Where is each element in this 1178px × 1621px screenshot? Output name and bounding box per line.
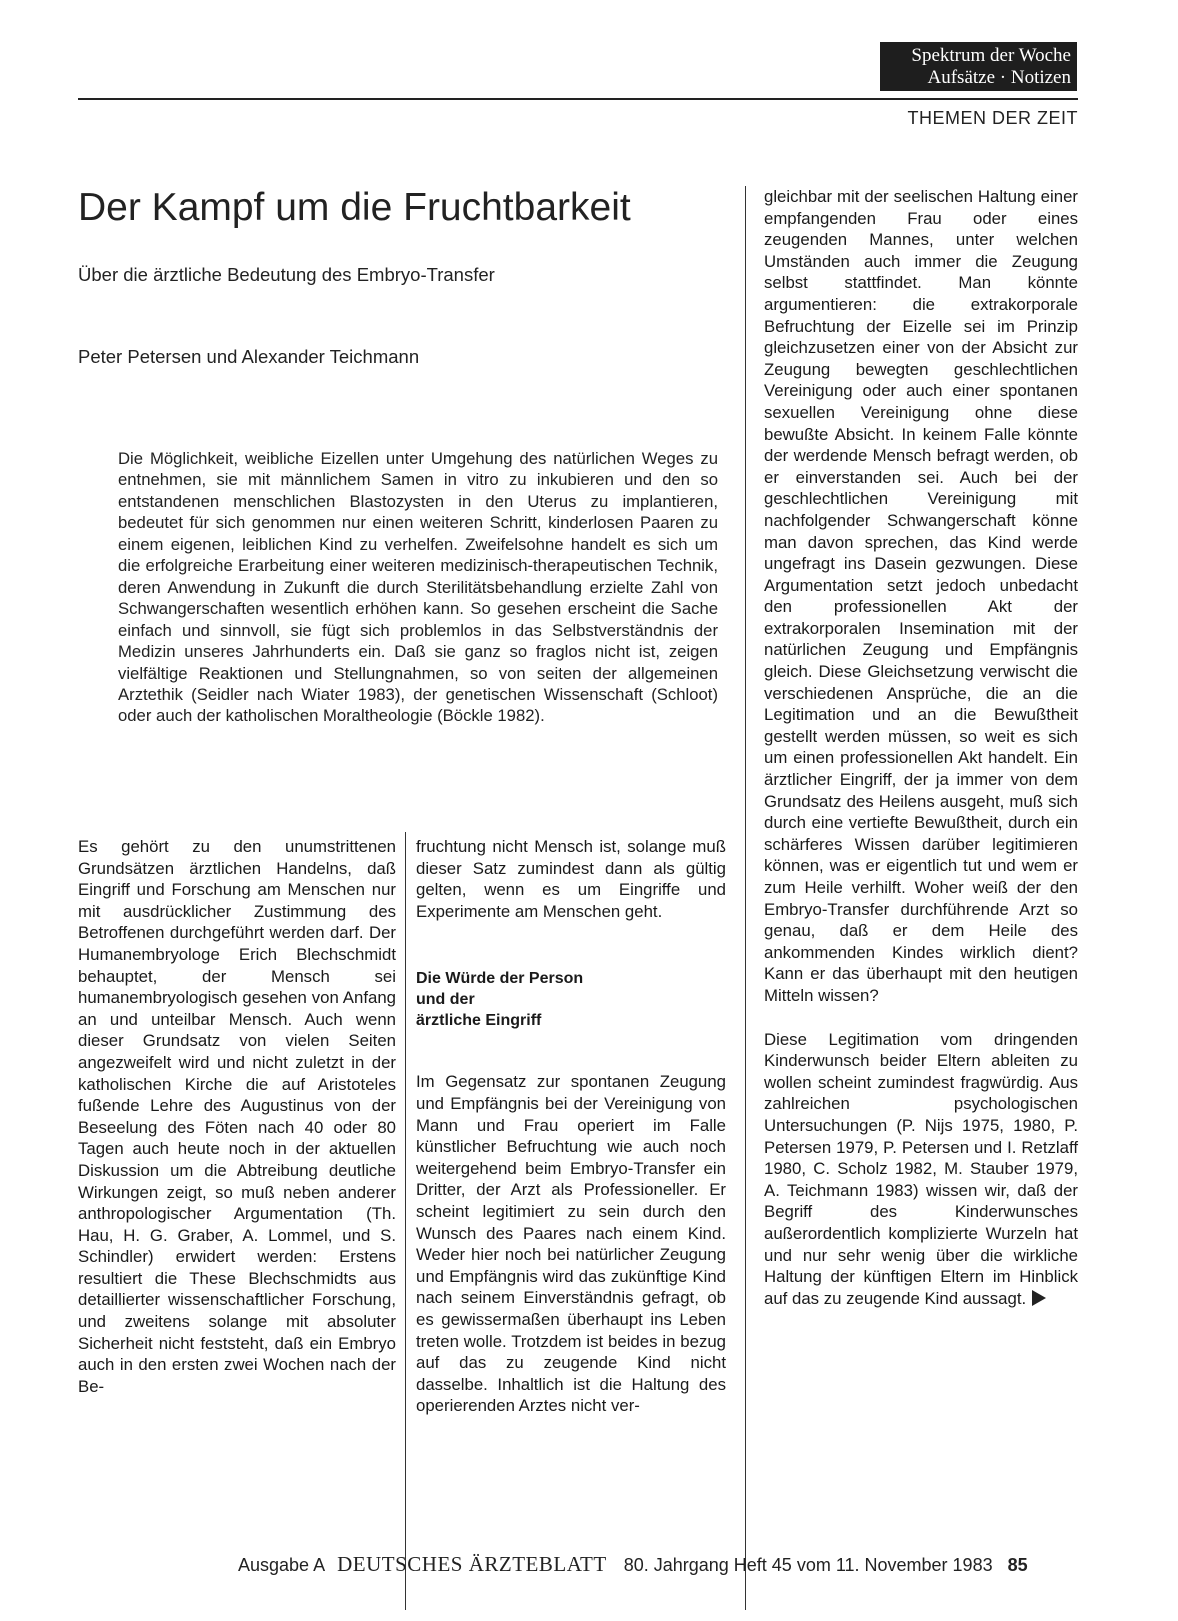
body-paragraph: Im Gegensatz zur spontanen Zeugung und Empfängnis bei der Vereinigung von Mann und Frau operiert im Falle künstlicher Befruchtung wie auch noch weitergehend beim Embryo-Transfer ein Dritter, der Arzt als Professioneller. Er scheint legitimiert zu sein durch den Wunsch des Paares nach einem Kind. Weder hier noch bei natürlicher Zeugung und Empfängnis wird das zukünftige Kind nach seinem Einverständnis gefragt, ob es gewissermaßen überhaupt ins Leben treten wolle. Trotzdem ist beides in bezug auf das zu zeugende Kind nicht dasselbe. Inhaltlich ist die Haltung des operierenden Arztes nicht ver- <box>416 1072 726 1416</box>
article-title: Der Kampf um die Fruchtbarkeit <box>78 186 631 229</box>
body-paragraph-last <box>764 1029 1078 1310</box>
subheading-line-2: und der <box>416 991 475 1009</box>
body-paragraph-text: Diese Legitimation vom dringenden Kinderwunsch beider Eltern ableiten zu wollen scheint zumindest fragwürdig. Aus zahlreichen psychologischen Untersuchungen (P. Nijs 1975, 1980, P. Petersen 1979, P. Petersen und I. Retzlaff 1980, C. Scholz 1982, M. Stauber 1979, A. Teichmann 1983) wissen wir, daß der Begriff des Kinderwunsches außerordentlich komplizierte Wurzeln hat und nur sehr wenig über die wirkliche Haltung der künftigen Eltern im Hinblick auf das zu zeugende Kind aussagt. <box>764 1029 1078 1308</box>
footer-journal: DEUTSCHES ÄRZTEBLATT <box>337 1552 607 1576</box>
footer-edition: Ausgabe A <box>238 1555 325 1575</box>
badge-line-1: Spektrum der Woche <box>911 45 1071 66</box>
body-paragraph: fruchtung nicht Mensch ist, solange muß dieser Satz zumindest dann als gültig gelten, wenn es um Eingriffe und Experimente am Menschen geht. <box>416 837 726 921</box>
page-footer <box>238 1552 1078 1577</box>
body-paragraph: gleichbar mit der seelischen Haltung einer empfangenden Frau oder eines zeugenden Mannes, unter welchen Umständen auch immer die Zeugung selbst stattfindet. Man könnte argumentieren: die extrakorporale Befruchtung der Eizelle sei im Prinzip gleichzusetzen einer von der Absicht zur Zeugung bewegten geschlechtlichen Vereinigung oder auch einer spontanen sexuellen Vereinigung ohne diese bewußte Absicht. In keinem Falle könnte der werdende Mensch befragt werden, ob er einverstanden sei. Auch bei der geschlechtlichen Vereinigung mit nachfolgender Schwangerschaft könne man davon sprechen, das Kind werde ungefragt ins Dasein gezwungen. Diese Argumentation setzt jedoch unbedacht den professionellen Akt der extrakorporalen Insemination mit der natürlichen Zeugung und Empfängnis gleich. Diese Gleichsetzung verwischt die verschiedenen Ansprüche, die an die Legitimation und an die Bewußtheit gestellt werden müssen, so weit es sich um einen professionellen Akt handelt. Ein ärztlicher Eingriff, der ja immer von dem Grundsatz des Heilens ausgeht, muß sich durch eine vertiefte Bewußtheit, durch ein schärferes Wissen darüber legitimieren können, was er eigentlich tut und wem er zum Heile verhilft. Woher weiß der den Embryo-Transfer durchführende Arzt so genau, daß er dem Heile des ankommenden Kindes wirklich dient? Kann er das überhaupt mit den heutigen Mitteln wissen? <box>764 187 1078 1005</box>
body-column-2 <box>416 836 726 1417</box>
body-column-3 <box>764 186 1078 1309</box>
subheading-line-3: ärztliche Eingriff <box>416 1012 542 1030</box>
section-subheading <box>416 968 726 1031</box>
subheading-line-1: Die Würde der Person <box>416 970 584 988</box>
article-abstract: Die Möglichkeit, weibliche Eizellen unter Umgehung des natürlichen Weges zu entnehmen, sie mit männlichem Samen in vitro zu inkubieren und den so entstandenen menschlichen Blastozysten in den Uterus zu implantieren, bedeutet für sich genommen nur einen weiteren Schritt, kinderlosen Paaren zu einem eigenen, leiblichen Kind zu verhelfen. Zweifelsohne handelt es sich um die erfolgreiche Erarbeitung einer weiteren medizinisch-therapeutischen Technik, deren Anwendung in Zukunft die durch Sterilitätsbehandlung erzielte Zahl von Schwangerschaften wesentlich erhöhen kann. So gesehen erscheint die Sache einfach und sinnvoll, sie fügt sich problemlos in das Selbstverständnis der Medizin unseres Jahrhunderts ein. Daß sie ganz so fraglos nicht ist, zeigen vielfältige Reaktionen und Stellungnahmen, so von seiten der allgemeinen Arztethik (Seidler nach Wiater 1983), der genetischen Wissenschaft (Schloot) oder auch der katholischen Moraltheologie (Böckle 1982). <box>118 449 718 726</box>
article-authors: Peter Petersen und Alexander Teichmann <box>78 346 420 367</box>
body-column-1 <box>78 836 396 1397</box>
header-rule <box>78 98 1078 100</box>
section-title: THEMEN DER ZEIT <box>907 108 1078 128</box>
badge-line-2: Aufsätze · Notizen <box>927 67 1071 88</box>
section-badge <box>880 42 1077 91</box>
continue-triangle-icon <box>1032 1290 1046 1306</box>
footer-issue: 80. Jahrgang Heft 45 vom 11. November 1983 <box>623 1555 993 1575</box>
body-paragraph: Es gehört zu den unumstrittenen Grundsätzen ärztlichen Handelns, daß Eingriff und Forschung am Menschen nur mit ausdrücklicher Zustimmung des Betroffenen durchgeführt werden darf. Der Humanembryologe Erich Blechschmidt behauptet, der Mensch sei humanembryologisch gesehen von Anfang an und unteilbar Mensch. Auch wenn dieser Grundsatz von vielen Seiten angezweifelt wird und nicht zuletzt in der katholischen Kirche die auf Aristoteles fußende Lehre des Augustinus von der Beseelung des Föten nach 40 oder 80 Tagen auch heute noch in der aktuellen Diskussion um die Abtreibung deutliche Wirkungen zeigt, so muß neben anderer anthropologischer Argumentation (Th. Hau, H. G. Graber, A. Lommel, und S. Schindler) erwidert werden: Erstens resultiert die These Blechschmidts aus detaillierter wissenschaftlicher Forschung, und zweitens solange mit absoluter Sicherheit nicht feststeht, daß ein Embryo auch in den ersten zwei Wochen nach der Be- <box>78 837 396 1396</box>
page-number: 85 <box>1007 1555 1028 1575</box>
column-divider-1 <box>405 832 406 1610</box>
article-subtitle: Über die ärztliche Bedeutung des Embryo-Transfer <box>78 264 495 285</box>
column-divider-2 <box>745 186 746 1610</box>
